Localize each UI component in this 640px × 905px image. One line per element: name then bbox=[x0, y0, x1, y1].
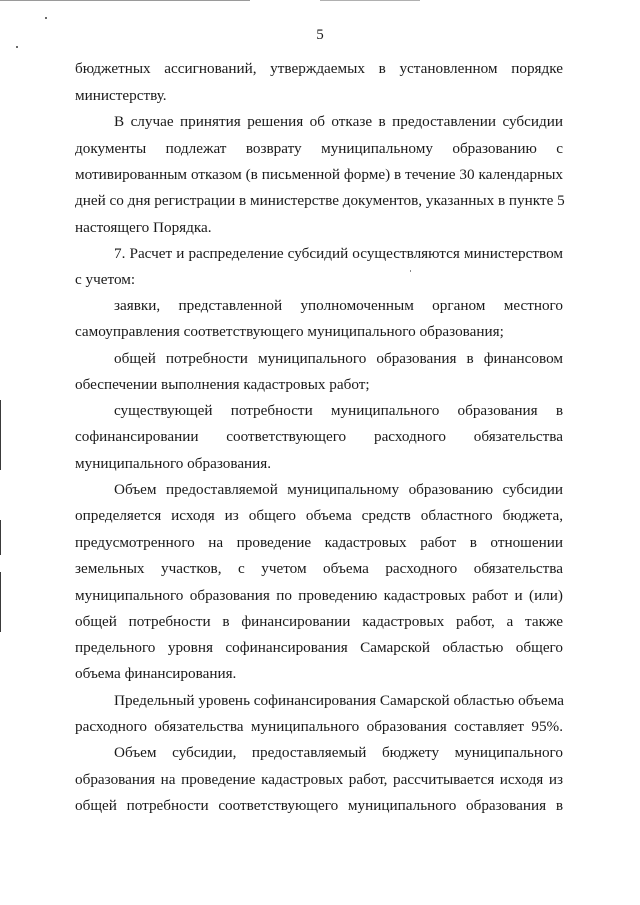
text-line: 7. Расчет и распределение субсидий осуществляются министерством bbox=[114, 245, 563, 262]
page-number: 5 bbox=[316, 27, 324, 43]
text-line: существующей потребности муниципального образования в bbox=[114, 402, 563, 419]
text-line: муниципального образования. bbox=[75, 455, 272, 472]
text-line: В случае принятия решения об отказе в предоставлении субсидии bbox=[114, 113, 563, 130]
text-line: заявки, представленной уполномоченным органом местного bbox=[114, 297, 563, 314]
text-line: общей потребности в финансировании кадастровых работ, а также bbox=[75, 613, 563, 630]
scan-dot bbox=[16, 46, 18, 48]
scan-edge bbox=[0, 572, 1, 632]
text-line: определяется исходя из общего объема средств областного бюджета, bbox=[75, 507, 563, 524]
scan-dot bbox=[45, 17, 47, 19]
text-line: образования на проведение кадастровых работ, рассчитывается исходя из bbox=[75, 771, 563, 788]
text-line: бюджетных ассигнований, утверждаемых в установленном порядке bbox=[75, 60, 563, 77]
scan-edge bbox=[0, 400, 1, 470]
scan-mark-top-right bbox=[320, 0, 420, 1]
text-line: предусмотренного на проведение кадастровых работ в отношении bbox=[75, 534, 563, 551]
text-line: объема финансирования. bbox=[75, 665, 237, 682]
text-line: документы подлежат возврату муниципальному образованию с bbox=[75, 140, 563, 157]
text-line: софинансировании соответствующего расходного обязательства bbox=[75, 428, 563, 445]
text-line: общей потребности муниципального образования в финансовом bbox=[114, 350, 563, 367]
scan-edge bbox=[0, 520, 1, 555]
text-line: земельных участков, с учетом объема расходного обязательства bbox=[75, 560, 563, 577]
text-line: мотивированным отказом (в письменной форме) в течение 30 календарных bbox=[75, 166, 563, 183]
text-line: Предельный уровень софинансирования Самарской областью объема bbox=[114, 692, 564, 709]
text-line: самоуправления соответствующего муниципального образования; bbox=[75, 323, 504, 340]
text-line: общей потребности соответствующего муниципального образования в bbox=[75, 797, 563, 814]
text-line: обеспечении выполнения кадастровых работ; bbox=[75, 376, 370, 393]
text-line: дней со дня регистрации в министерстве документов, указанных в пункте 5 bbox=[75, 192, 565, 209]
text-line: муниципального образования по проведению кадастровых работ и (или) bbox=[75, 587, 563, 604]
text-line: предельного уровня софинансирования Самарской областью общего bbox=[75, 639, 563, 656]
text-line: Объем субсидии, предоставляемый бюджету муниципального bbox=[114, 744, 563, 761]
text-line: настоящего Порядка. bbox=[75, 219, 212, 236]
text-line: с учетом: bbox=[75, 271, 136, 288]
text-line: расходного обязательства муниципального образования составляет 95%. bbox=[75, 718, 563, 735]
scan-mark-top bbox=[0, 0, 250, 1]
text-line: министерству. bbox=[75, 87, 167, 104]
text-line: Объем предоставляемой муниципальному образованию субсидии bbox=[114, 481, 563, 498]
